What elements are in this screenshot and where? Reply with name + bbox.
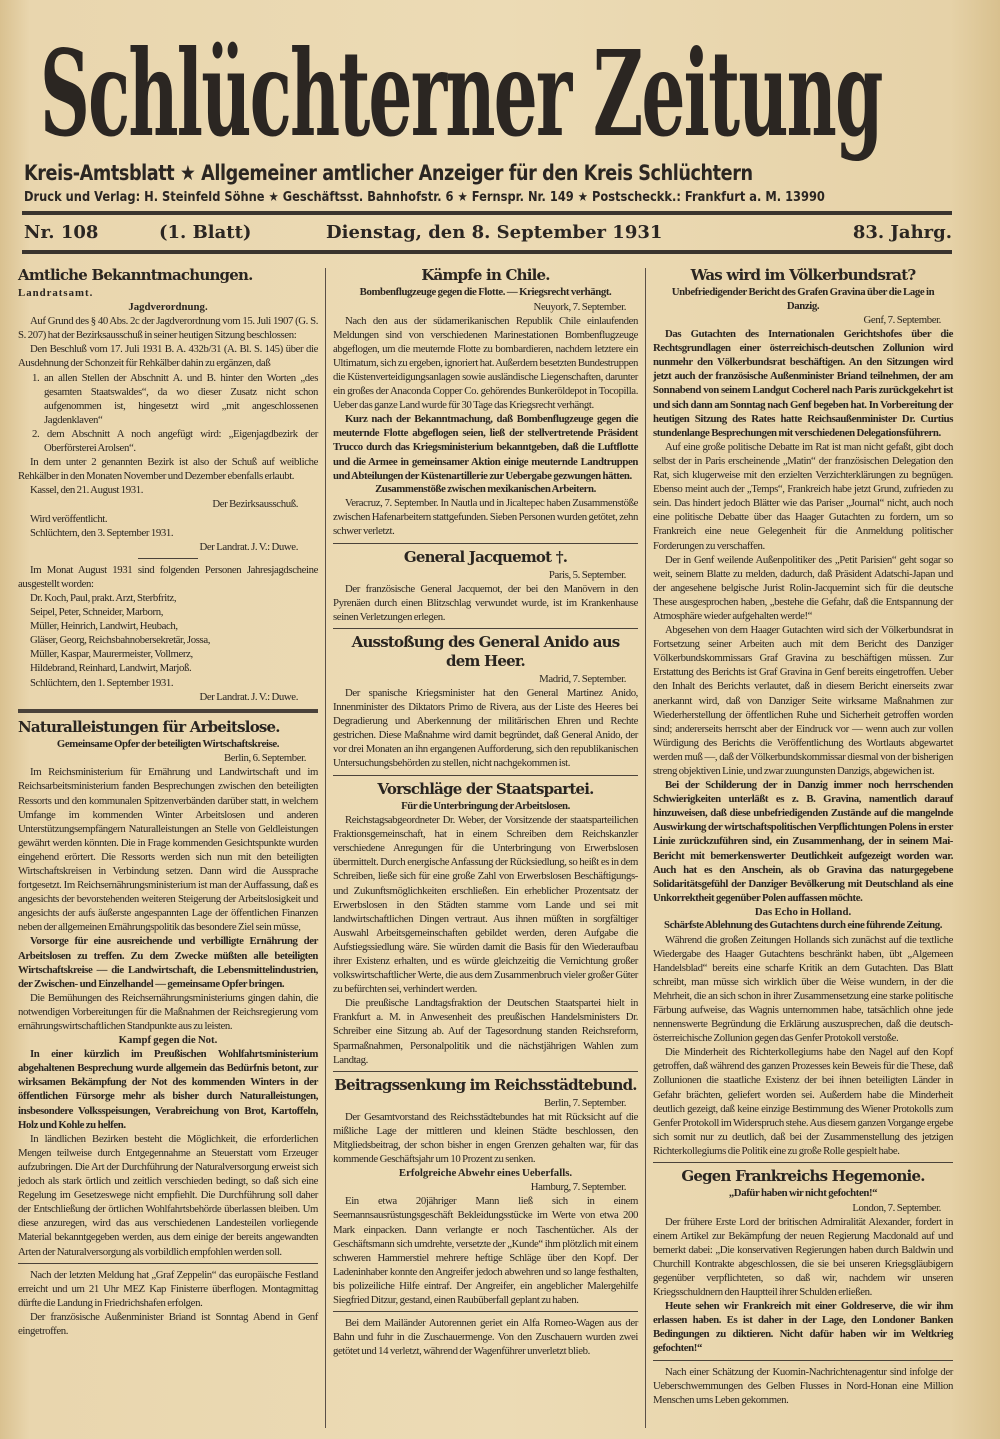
text-line: Hildebrand, Reinhard, Landwirt, Marjoß. xyxy=(30,662,192,675)
dateline: Madrid, 7. September. xyxy=(539,672,626,685)
paragraph: In ländlichen Bezirken besteht die Möglichkeit, die erforderlichen Mengen teilweise durch Entgegennahme an Steuerstatt vom Erzeuger aufzubringen. Die Art der Durchführung der Naturalversorgung erweist sich jedoch als stark örtlich und zeitlich verschieden bedingt, so daß sich eine Regelung im Gesetzeswege nicht empfiehlt. Die Durchführung soll daher der Entschließung der örtlichen Wohlfahrtsbehörde überlassen bleiben. Um diese anzuregen, wird das aus verschiedenen Landesteilen vorliegende Material bekanntgegeben werden, aus dem einige der bereits angewandten Arten der Naturalversorgung als vorbildlich empfohlen werden soll. xyxy=(18,1132,318,1258)
dateline: Paris, 5. September. xyxy=(548,568,626,581)
divider xyxy=(333,1311,638,1312)
column-middle xyxy=(333,264,638,1358)
paragraph: Der frühere Erste Lord der britischen Admiralität Alexander, fordert in einem Artikel zur Bekämpfung der neuen Regierung Macdonald auf und bemerkt dabei: „Die konservativen Regierungen haben durch Baldwin und Churchill Kontrakte abgeschlossen, die sie bei unseren Kriegsgläubigern gegenüber verpflichteten, so daß wir, nachdem wir unseren Kriegsschuldnern den Hauptteil ihrer Schulden erließen. xyxy=(653,1215,953,1299)
paragraph: Auf eine große politische Debatte im Rat ist man nicht gefaßt, gibt doch selbst der in Paris erscheinende „Matin“ der französischen Delegation den Rat, sich klugerweise mit den erzielten Verzichterklärungen zu begnügen. Ebenso meint auch der „Temps“, Frankreich habe jetzt Grund, zufrieden zu sein. Das hindert jedoch Blätter wie das Pariser „Journal“ nicht, auch noch eine politische Debatte über das Haager Gutachten zu fordern, um so Frankreich eine neue Gelegenheit für die Anmeldung politischer Forderungen zu verschaffen. xyxy=(653,440,953,552)
column-divider xyxy=(645,268,646,1428)
text-line: Dr. Koch, Paul, prakt. Arzt, Sterbfritz, xyxy=(30,591,177,604)
issue-dateline xyxy=(24,221,952,247)
subheadline: Das Echo in Holland. xyxy=(754,905,852,918)
dateline: Berlin, 7. September. xyxy=(543,1096,626,1109)
newspaper-subtitle: Kreis-Amtsblatt ★ Allgemeiner amtlicher Anzeiger für den Kreis Schlüchtern xyxy=(24,161,753,185)
article-subtitle: Zusammenstöße zwischen mexikanischen Arbeitern. xyxy=(375,482,596,495)
paragraph: Im Reichsministerium für Ernährung und Landwirtschaft und im Reichsarbeitsministerium fanden Besprechungen zwischen den beteiligten Ressorts und den kommunalen Spitzenverbänden darüber statt, in welchem Umfange im kommenden Winter Arbeitslosen und anderen Unterstützungsempfängern Naturalleistungen an Stelle von Geldleistungen gewährt werden könnten. Die in Frage kommenden Gesichtspunkte wurden eingehend erörtert. Die Ressorts werden sich nun mit den beteiligten Wirtschaftskreisen in Verbindung setzen. Dann wird die Aussprache fortgesetzt. Im Reichsernährungsministerium ist man der Auffassung, daß es angesichts der bevorstehenden weiteren Steigerung der Arbeitslosigkeit und angesichts der aufs äußerste angespannten Lage der öffentlichen Finanzen neben der allgemeinen Ernährungspolitik das besondere Ziel sein müsse, xyxy=(18,766,318,934)
section-headline: Naturalleistungen für Arbeitslose. xyxy=(18,717,280,736)
paragraph: Nach der letzten Meldung hat „Graf Zeppelin“ das europäische Festland erreicht und um 21 Uhr MEZ Kap Finisterre überflogen. Montagmittag dürfte die Landung in Friedrichshafen erfolgen. xyxy=(18,1268,318,1309)
article-headline: Ausstoßung des General Anido aus dem Heer. xyxy=(351,632,620,670)
divider xyxy=(333,775,638,776)
paragraph: Reichstagsabgeordneter Dr. Weber, der Vorsitzende der staatsparteilichen Fraktionsgemeinschaft, hat in einem Schreiben dem Reichskanzler verschiedene Anregungen für die Unterbringung von Erwerbslosen übermittelt. Durch energische Anfassung der Rücksiedlung, so heißt es in dem Schreiben, ließe sich für eine große Zahl von Erwerbslosen Beschäftigungs- und Zukunftsmöglichkeiten erschließen. Ein erheblicher Prozentsatz der Erwerbslosen in den Städten stamme vom Lande und sei mit landwirtschaftlichen Dingen vertraut. Aus ihnen müßten in sorgfältiger Auswahl Arbeitsgemeinschaften gebildet werden, deren Aufgabe die Aufstiegssiedlung wäre. Sie würden damit die Basis für den Wiederaufbau ihrer Existenz erhalten, und es würde gleichzeitig die Vernichtung großer volkswirtschaftlicher Werte, die aus dem Zusammenbruch vieler großer Güter zu befürchten sei, verhindert werden. xyxy=(333,814,638,996)
paragraph: In dem unter 2 genannten Bezirk ist also der Schuß auf weibliche Rehkälber in den Monaten November und Dezember ebenfalls erlaubt. xyxy=(18,456,318,483)
text-line: Müller, Heinrich, Landwirt, Heubach, xyxy=(30,620,178,633)
divider xyxy=(333,628,638,629)
bold-paragraph: In einer kürzlich im Preußischen Wohlfahrtsministerium abgehaltenen Besprechung wurde allgemein das Bedürfnis betont, zur wirksamen Bekämpfung der Not des kommenden Winters in der öffentlichen Fürsorge mehr als bisher durch Naturalleistungen, insbesondere Volksspeisungen, Verabreichung von Brot, Kartoffeln, Holz und Kohle zu helfen. xyxy=(18,1048,318,1131)
divider xyxy=(333,543,638,544)
article-headline: Vorschläge der Staatspartei. xyxy=(377,779,594,798)
masthead-divider xyxy=(22,211,952,215)
dateline: Neuyork, 7. September. xyxy=(533,300,626,313)
masthead-title-wrap xyxy=(40,24,970,163)
paragraph: Auf Grund des § 40 Abs. 2c der Jagdverordnung vom 15. Juli 1907 (G. S. S. 207) hat der Bezirksausschuß in seiner heutigen Sitzung beschlossen: xyxy=(18,315,318,342)
paragraph: Ein etwa 20jähriger Mann ließ sich in einem Seemannsausrüstungsgeschäft Bekleidungsstücke im Werte von etwa 200 Mark einpacken. Dann verlangte er noch Taschentücher. Als der Geschäftsmann sich umdrehte, versetzte der „Kunde“ ihm plötzlich mit einem schweren Hammerstiel mehrere heftige Schläge über den Kopf. Der Ladeninhaber konnte den Angreifer jedoch abwehren und so lange festhalten, bis polizeiliche Hilfe eintraf. Der Angreifer, ein angeblicher Malergehilfe Siegfried Ditzur, gestand, einen Raubüberfall geplant zu haben. xyxy=(333,1195,638,1307)
column-left xyxy=(18,264,318,1338)
divider xyxy=(653,1360,953,1361)
paragraph: Den Beschluß vom 17. Juli 1931 B. A. 432b/31 (A. Bl. S. 145) über die Ausdehnung der Schonzeit für Rehkälber dahin zu ergänzen, daß xyxy=(18,343,318,370)
dateline: London, 7. September. xyxy=(852,1201,941,1214)
paragraph: Veracruz, 7. September. In Nautla und in Jicaltepec haben Zusammenstöße zwischen Hafenarbeitern stattgefunden. Sieben Personen wurden getötet, zehn schwer verletzt. xyxy=(333,497,638,538)
dateline-divider xyxy=(22,250,952,254)
issue-date: Dienstag, den 8. September 1931 xyxy=(326,222,663,243)
publisher-line: Druck und Verlag: H. Steinfeld Söhne ★ Geschäftsst. Bahnhofstr. 6 ★ Fernspr. Nr. 149 ★ Postscheckk.: Frankfurt a. M. 13990 xyxy=(24,190,825,205)
column-right xyxy=(653,264,953,1407)
divider xyxy=(18,1263,318,1264)
subheadline: Jagdverordnung. xyxy=(128,301,208,314)
divider xyxy=(138,558,198,559)
paragraph: Der französische General Jacquemot, der bei den Manövern in den Pyrenäen durch einen Blitzschlag verwundet wurde, ist im Krankenhause seinen Verletzungen erlegen. xyxy=(333,582,638,623)
bold-paragraph: Heute sehen wir Frankreich mit einer Goldreserve, die wir ihm erlassen haben. Es ist daher in der Lage, den Londoner Banken Bedingungen zu diktieren. Nicht dafür haben wir im Weltkrieg gefochten!“ xyxy=(653,1300,953,1355)
paragraph: Nach einer Schätzung der Kuomin-Nachrichtenagentur sind infolge der Ueberschwemmungen des Gelben Flusses in Nord-Honan eine Million Menschen ums Leben gekommen. xyxy=(653,1365,953,1406)
paragraph: Während die großen Zeitungen Hollands sich zunächst auf die textliche Wiedergabe des Haager Gutachtens beschränkt haben, übt „Algemeen Handelsblad“ bereits eine scharfe Kritik an dem Gutachten. Das Blatt schreibt, man müsse sich wirklich über die Weise wundern, in der die Mehrheit, die an sich schon in ihrer Zusammensetzung eine starke politische Färbung aufweise, das Wagnis unternommen habe, tatsächlich ohne jede nennenswerte Begründung die Erklärung auszusprechen, daß die deutsch-österreichische Zollunion gegen das Genfer Protokoll verstoße. xyxy=(653,933,953,1045)
article-headline: Was wird im Völkerbundsrat? xyxy=(690,266,916,284)
paragraph: Im Monat August 1931 sind folgenden Personen Jahresjagdscheine ausgestellt worden: xyxy=(18,563,318,590)
issue-number: Nr. 108 xyxy=(24,222,99,243)
sheet-number: (1. Blatt) xyxy=(159,222,252,243)
bold-paragraph: Vorsorge für eine ausreichende und verbilligte Ernährung der Arbeitslosen zu treffen. Zu dem Zwecke müßten alle beteiligten Wirtschaftskreise — die Landwirtschaft, die Lebensmittelindustrien, der Zwischen- und Einzelhandel — gemeinsame Opfer bringen. xyxy=(18,935,318,990)
paragraph: Abgesehen von dem Haager Gutachten wird sich der Völkerbundsrat in Fortsetzung seiner Arbeiten auch mit dem Bericht des Danziger Völkerbundskommissars Graf Gravina zu beschäftigen müssen. Zur Erstattung des Berichts ist Graf Gravina in Genf bereits eingetroffen. Ueber den Inhalt des Berichts verlautet, daß in diesem Bericht einerseits zwar anerkannt wird, daß von Danziger Seite wirksame Maßnahmen zur Wiederherstellung der öffentlichen Ruhe und Sicherheit getroffen worden sind; andererseits herrscht aber der Eindruck vor — wenn auch zur vollen Würdigung des Berichts die Veröffentlichung des Wortlauts abgewartet werden muß —, daß der Völkerbundskommissar diesmal von der bisherigen streng objektiven Linie, und zwar zuungunsten Danzigs, abgewichen ist. xyxy=(653,624,953,777)
article-subtitle: Schärfste Ablehnung des Gutachtens durch eine führende Zeitung. xyxy=(663,919,943,932)
volume-year: 83. Jahrg. xyxy=(852,222,952,243)
list-item: 2. dem Abschnitt A noch angefügt wird: „Eigenjagdbezirk der Oberförsterei Arolsen“. xyxy=(32,427,318,455)
article-subtitle: Bombenflugzeuge gegen die Flotte. — Kriegsrecht verhängt. xyxy=(359,286,612,298)
paragraph: Nach den aus der südamerikanischen Republik Chile einlaufenden Meldungen sind von verschiedenen Marinestationen Bombenflugzeuge abgeflogen, um die meuternde Flotte zu bombardieren, nachdem letztere ein Ultimatum, sich zu ergeben, ignoriert hat. Außerdem besetzten Bundestruppen die Küstenverteidigungsanlagen sowie ausländische Liegenschaften, darunter ein großes der Anaconda Copper Co. gehörendes Bunkeröldepot in Tocopilla. Ueber das ganze Land wurde für 30 Tage das Kriegsrecht verhängt. xyxy=(333,314,638,412)
bold-paragraph: Bei der Schilderung der in Danzig immer noch herrschenden Schwierigkeiten unterläßt es z. B. Gravina, namentlich darauf hinzuweisen, daß diese unbefriedigenden Zustände auf die mangelnde Auswirkung der wirtschaftspolitischen Verpflichtungen Polens in erster Linie zurückzuführen sind, ein Zusammenhang, der in seinem Mai-Bericht mit bemerkenswerter Deutlichkeit aufgezeigt worden war. Auch hat es den Anschein, als ob Gravina das naturgegebene Solidaritätsgefühl der Danziger Bevölkerung mit Deutschland als eine Unkorrektheit gegenüber Polen auffassen möchte. xyxy=(653,779,953,904)
office-label: Landratsamt. xyxy=(18,287,94,299)
bold-paragraph: Das Gutachten des Internationalen Gerichtshofes über die Rechtsgrundlagen einer österreichisch-deutschen Zollunion wird nunmehr den Völkerbundsrat beschäftigen. An den Sitzungen wird jetzt auch der französische Außenminister Briand teilnehmen, der am Sonnabend von seinem Landgut Cocherel nach Paris zurückgekehrt ist und sich dann am Sonntag nach Genf begeben hat. In Vorbereitung der heutigen Sitzung des Rates hatte Reichsaußenminister Dr. Curtius stundenlange Besprechungen mit verschiedenen Delegationsführern. xyxy=(653,328,953,439)
divider xyxy=(18,709,318,713)
article-subtitle: Für die Unterbringung der Arbeitslosen. xyxy=(401,799,570,812)
article-subtitle: Unbefriedigender Bericht des Grafen Gravina über die Lage in Danzig. xyxy=(671,286,935,312)
signature: Der Landrat. J. V.: Duwe. xyxy=(199,540,298,553)
text-line: Wird veröffentlicht. xyxy=(30,512,108,525)
divider xyxy=(333,1071,638,1072)
text-line: Schlüchtern, den 3. September 1931. xyxy=(30,526,174,539)
article-headline: Gegen Frankreichs Hegemonie. xyxy=(681,1167,925,1186)
column-divider xyxy=(325,268,326,1428)
list-item: 1. an allen Stellen der Abschnitt A. und B. hinter den Worten „des gesamten Staatswaldes“, da wo dieser Zusatz nicht schon aufgenommen ist, hingesetzt wird „mit angeschlossenen Jagdenklaven“ xyxy=(32,371,318,426)
newspaper-title: Schlüchterner Zeitung xyxy=(40,24,882,163)
paragraph: Die Minderheit des Richterkollegiums habe den Nagel auf den Kopf getroffen, daß während des ganzen Prozesses kein Beweis für die These, daß Zollunionen die staatliche Existenz der bei ihnen beteiligten Länder in Gefahr brächten, geliefert worden sei. Außerdem habe die Minderheit deutlich gezeigt, daß keine einzige Bestimmung des Wiener Protokolls zum Genfer Protokoll im Widerspruch stehe. Aus diesem ganzen Vorgange ergebe sich somit nur zu deutlich, daß bei der Zusammenstellung des jetzigen Richterkollegiums die Politik eine zu große Rolle gespielt habe. xyxy=(653,1046,953,1157)
bold-paragraph: Kurz nach der Bekanntmachung, daß Bombenflugzeuge gegen die meuternde Flotte abgeflogen seien, ließ der stellvertretende Präsident Trucco durch das Kriegsministerium bekanntgeben, daß die Luftflotte und die Armee in gemeinsamer Aktion einige meuternde Landtruppen und Abteilungen der Küstenartillerie zur Uebergabe gezwungen hätten. xyxy=(333,413,638,482)
text-line: Gläser, Georg, Reichsbahnobersekretär, Jossa, xyxy=(30,634,211,647)
text-line: Seipel, Peter, Schneider, Marborn, xyxy=(30,606,164,619)
paragraph: Der spanische Kriegsminister hat den General Martinez Anido, Innenminister des Diktators Primo de Rivera, aus der Liste des Heeres bei Degradierung und Aberkennung der militärischen Ehren und Rechte gestrichen. Diese Maßnahme wird damit begründet, daß General Anido, der vor drei Monaten an ihn ergangenen Aufforderung, sich den republikanischen Untersuchungsbehörden zu stellen, nicht nachgekommen ist. xyxy=(333,686,638,770)
article-headline: Beitragssenkung im Reichsstädtebund. xyxy=(334,1075,637,1094)
paragraph: Der Gesamtvorstand des Reichsstädtebundes hat mit Rücksicht auf die mißliche Lage der mittleren und kleinen Städte beschlossen, den Mitgliedsbeitrag, der schon bisher in engen Grenzen gehalten war, für das kommende Geschäftsjahr um 10 Prozent zu senken. xyxy=(333,1110,638,1166)
article-subtitle: „Dafür haben wir nicht gefochten!“ xyxy=(728,1187,878,1200)
signature: Der Bezirksausschuß. xyxy=(212,498,298,511)
article-subtitle: Gemeinsame Opfer der beteiligten Wirtschaftskreise. xyxy=(56,737,280,750)
article-headline: General Jacquemot †. xyxy=(403,547,568,566)
paragraph: Die preußische Landtagsfraktion der Deutschen Staatspartei hielt in Frankfurt a. M. in Anwesenheit des preußischen Handelsministers Dr. Schreiber eine Sitzung ab. Auf der Tagesordnung standen Reichsreform, Sparmaßnahmen, Personalpolitik und die nächstjährigen Wahlen zum Landtag. xyxy=(333,997,638,1066)
text-line: Schlüchtern, den 1. September 1931. xyxy=(30,676,174,689)
subheadline: Erfolgreiche Abwehr eines Ueberfalls. xyxy=(398,1167,573,1180)
text-line: Kassel, den 21. August 1931. xyxy=(30,484,144,497)
paragraph: Der französische Außenminister Briand ist Sonntag Abend in Genf eingetroffen. xyxy=(18,1310,318,1337)
dateline: Hamburg, 7. September. xyxy=(530,1181,626,1194)
paragraph: Der in Genf weilende Außenpolitiker des „Petit Parisien“ geht sogar so weit, seinem Blatte zu melden, dadurch, daß Präsident Adatschi-Japan und der angesehene belgische Jurist Rolin-Jacquemint sich für die deutsche These ausgesprochen haben, „bestehe die Gefahr, daß die Entspannung der Atmosphäre wieder aufgehalten werde!“ xyxy=(653,553,953,622)
dateline: Genf, 7. September. xyxy=(863,314,941,326)
article-headline: Kämpfe in Chile. xyxy=(421,266,550,284)
paragraph: Bei dem Mailänder Autorennen geriet ein Alfa Romeo-Wagen aus der Bahn und fuhr in die Zuschauermenge. Von den Zuschauern wurden zwei getötet und 14 verletzt, während der Wagenführer unverletzt blieb. xyxy=(333,1317,638,1358)
section-headline: Amtliche Bekanntmachungen. xyxy=(18,266,253,284)
signature: Der Landrat. J. V.: Duwe. xyxy=(199,690,298,703)
paragraph: Die Bemühungen des Reichsernährungsministeriums gingen dahin, die notwendigen Vorbereitungen für die Maßnahmen der Reichsregierung vom ernährungswirtschaftlichen Standpunkte aus zu leisten. xyxy=(18,991,318,1032)
divider xyxy=(653,1162,953,1163)
subheadline: Kampf gegen die Not. xyxy=(118,1034,218,1047)
dateline: Berlin, 6. September. xyxy=(223,752,306,765)
text-line: Müller, Kaspar, Maurermeister, Vollmerz, xyxy=(30,648,193,661)
